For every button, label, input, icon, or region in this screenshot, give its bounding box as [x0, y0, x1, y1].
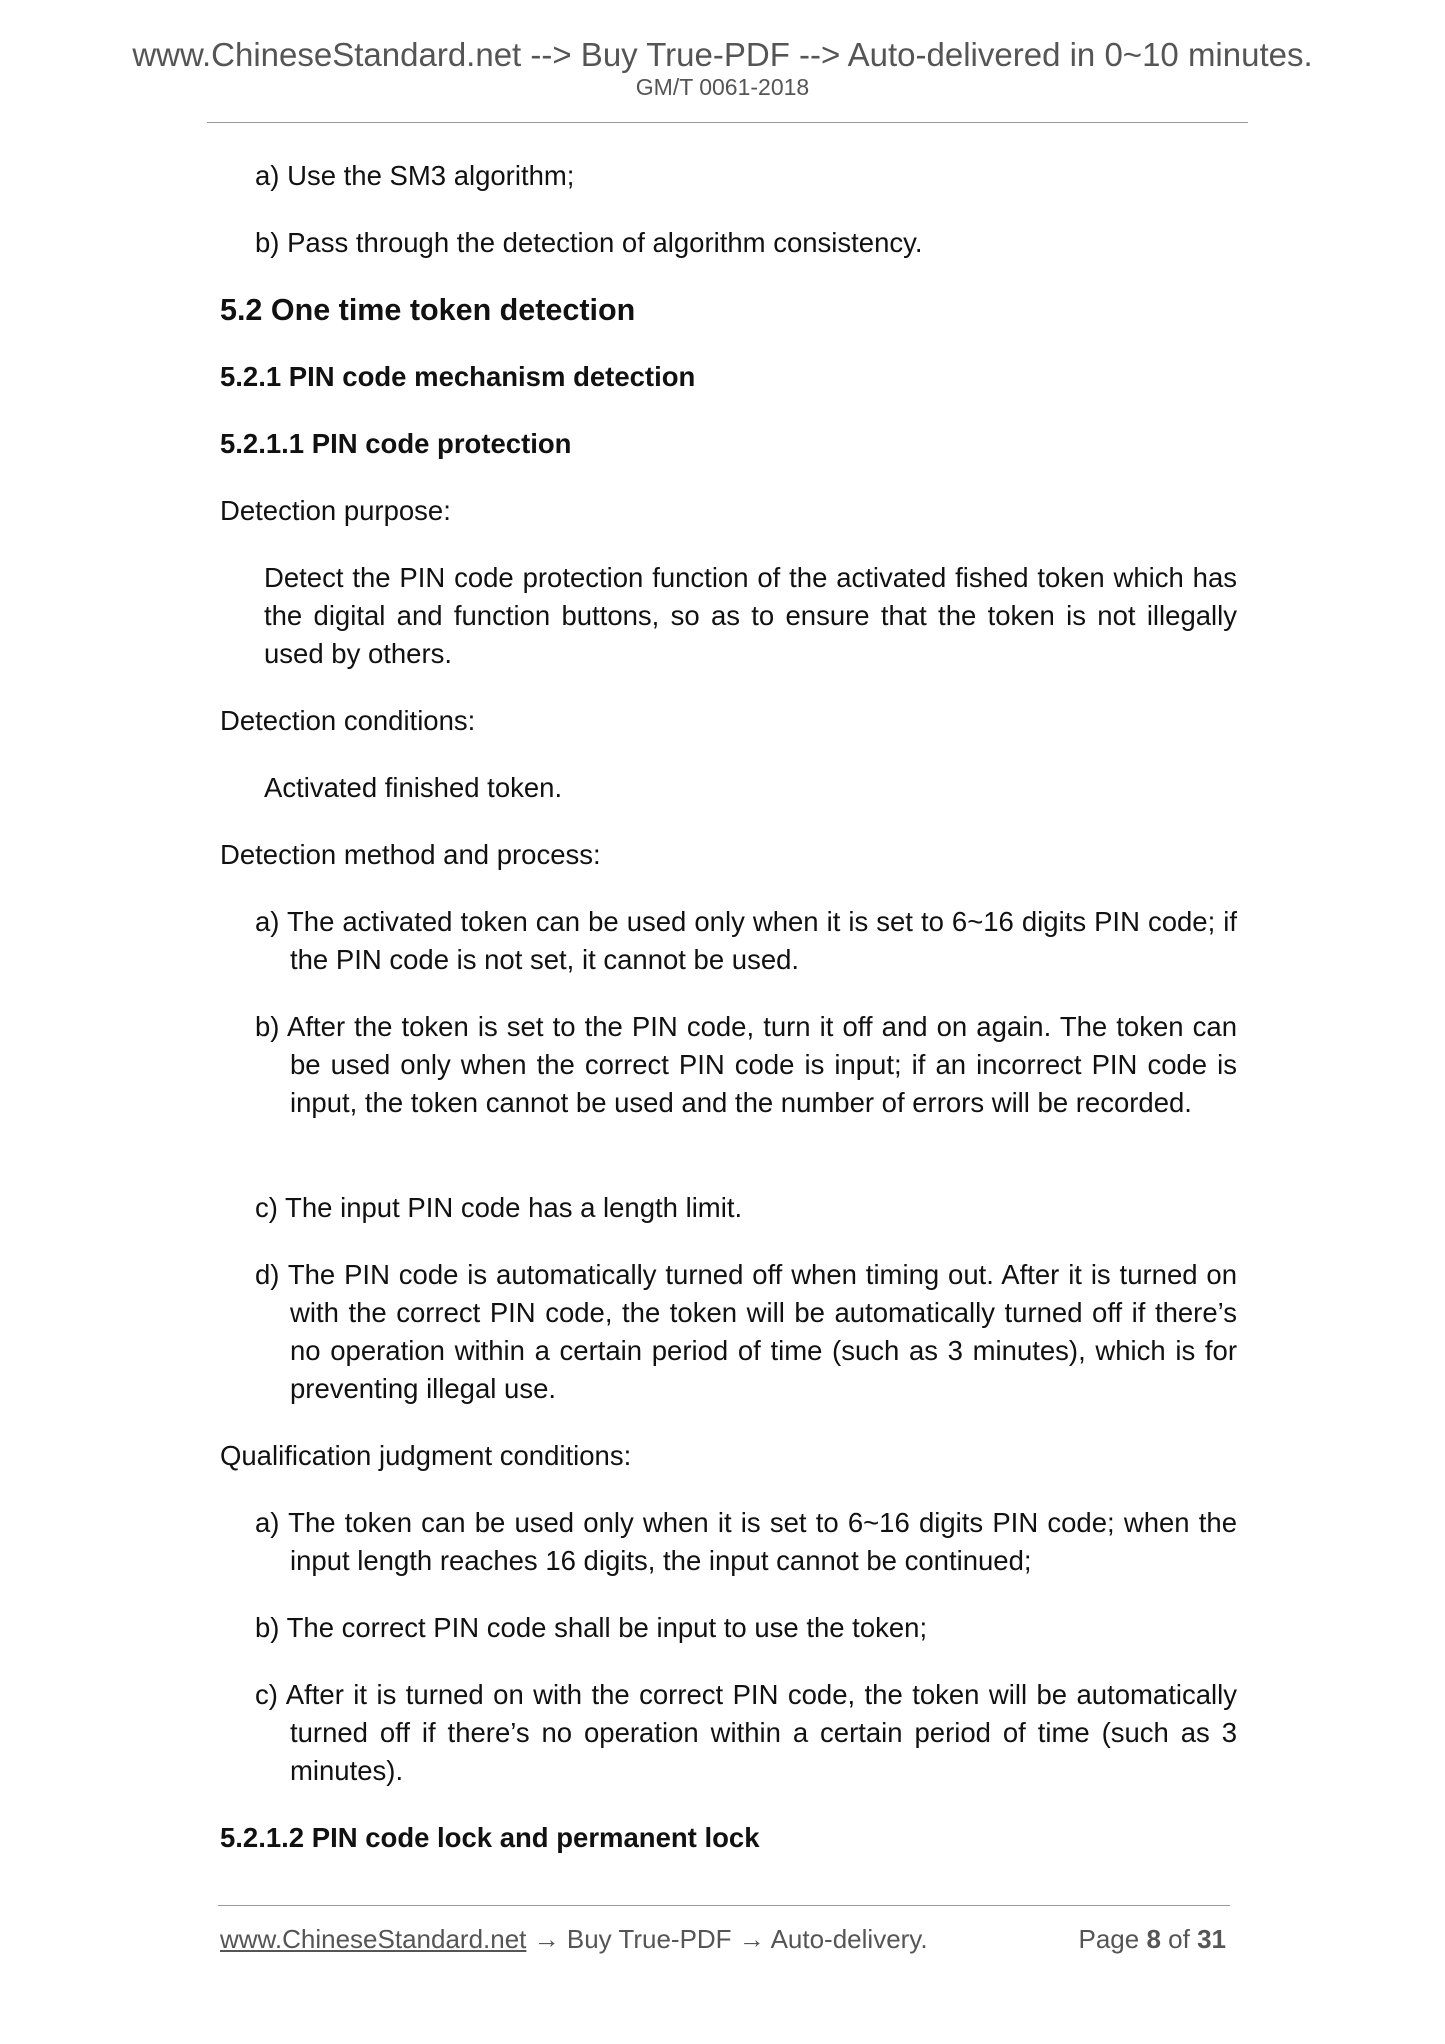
list-item-sm3: a) Use the SM3 algorithm;	[255, 160, 575, 191]
section-heading-5-2-1: 5.2.1 PIN code mechanism detection	[220, 361, 696, 392]
method-item-b: b) After the token is set to the PIN code, turn it off and on again. The token can be used only when the correct PIN code is input; if an incorrect PIN code is input, the token cannot be used and the number of errors will be recorded.	[255, 1011, 1237, 1118]
footer-divider	[218, 1905, 1230, 1906]
qualification-label: Qualification judgment conditions:	[220, 1440, 632, 1471]
method-item-d: d) The PIN code is automatically turned off when timing out. After it is turned on with the correct PIN code, the token will be automatically turned off if there’s no operation within a certain period of time (such as 3 minutes), which is for preventing illegal use.	[255, 1259, 1237, 1404]
list-item-consistency: b) Pass through the detection of algorithm consistency.	[255, 227, 923, 258]
footer-site-link[interactable]: www.ChineseStandard.net	[220, 1924, 527, 1954]
purpose-text: Detect the PIN code protection function of the activated fished token which has the digital and function buttons, so as to ensure that the token is not illegally used by others.	[264, 562, 1237, 669]
conditions-text: Activated finished token.	[264, 772, 563, 803]
section-heading-5-2-1-1: 5.2.1.1 PIN code protection	[220, 428, 572, 459]
method-label: Detection method and process:	[220, 839, 601, 870]
purpose-label: Detection purpose:	[220, 495, 451, 526]
header-banner: www.ChineseStandard.net --> Buy True-PDF --> Auto-delivered in 0~10 minutes.	[132, 36, 1313, 73]
footer-left	[220, 1926, 928, 1952]
page-total: 31	[1197, 1924, 1226, 1954]
qualification-item-b: b) The correct PIN code shall be input to use the token;	[255, 1612, 928, 1643]
page-word: Page	[1078, 1924, 1140, 1954]
qualification-item-a: a) The token can be used only when it is set to 6~16 digits PIN code; when the input length reaches 16 digits, the input cannot be continued;	[255, 1507, 1237, 1576]
standard-code: GM/T 0061-2018	[635, 74, 810, 100]
page-current: 8	[1146, 1924, 1161, 1954]
of-word: of	[1168, 1924, 1190, 1954]
page-number	[1078, 1926, 1226, 1952]
footer-tagline: → Buy True-PDF → Auto-delivery.	[526, 1924, 928, 1954]
method-item-c: c) The input PIN code has a length limit.	[255, 1192, 743, 1223]
conditions-label: Detection conditions:	[220, 705, 476, 736]
section-heading-5-2-1-2: 5.2.1.2 PIN code lock and permanent lock	[220, 1822, 760, 1853]
section-heading-5-2: 5.2 One time token detection	[220, 293, 636, 327]
method-item-a: a) The activated token can be used only when it is set to 6~16 digits PIN code; if the PIN code is not set, it cannot be used.	[255, 906, 1237, 975]
qualification-item-c: c) After it is turned on with the correct PIN code, the token will be automatically turned off if there’s no operation within a certain period of time (such as 3 minutes).	[255, 1679, 1237, 1786]
